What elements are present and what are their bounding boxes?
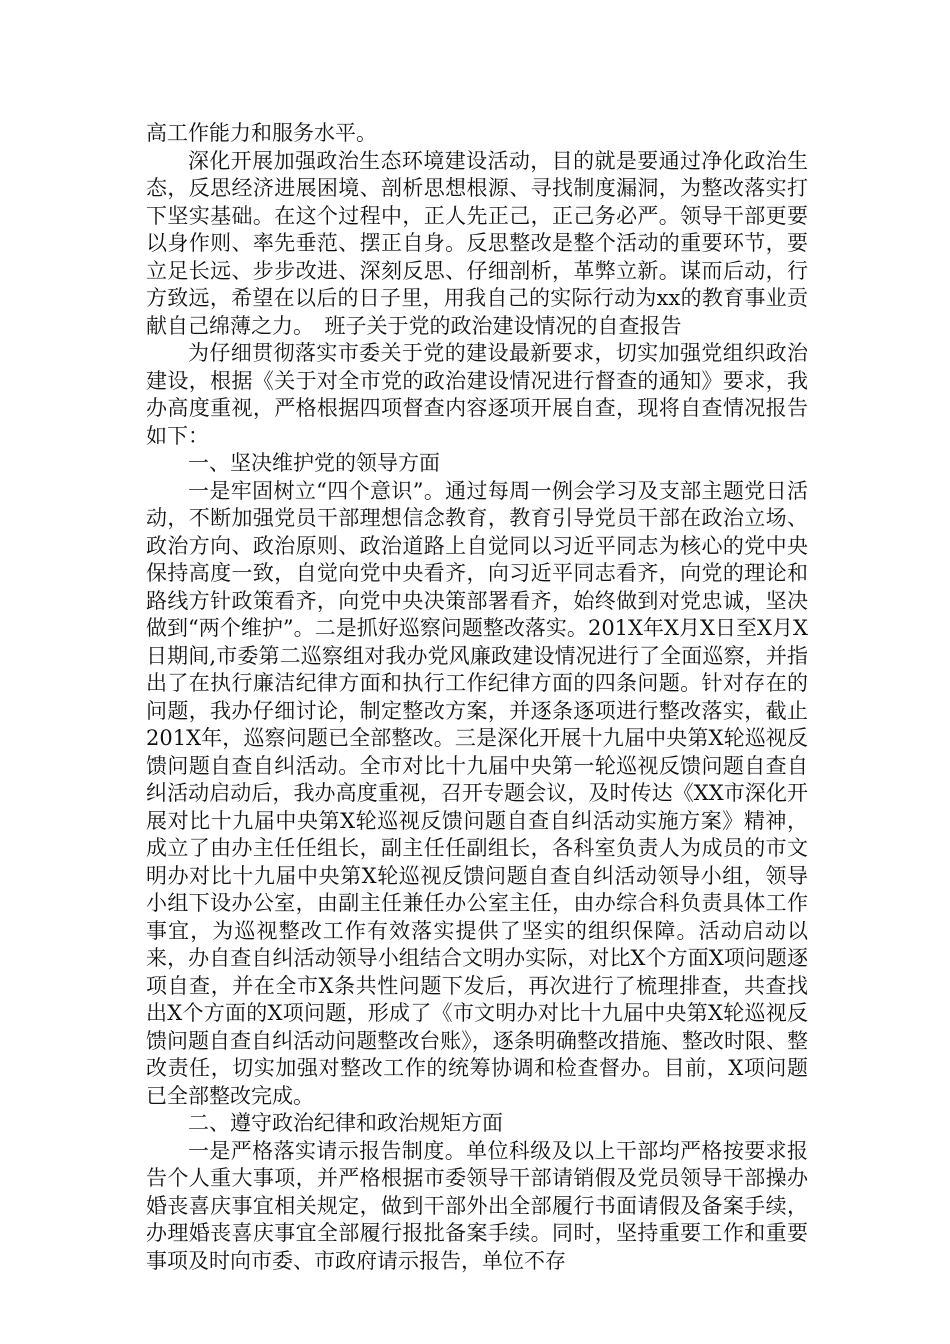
paragraph-section-1-body: 一是牢固树立“四个意识”。通过每周一例会学习及支部主题党日活动，不断加强党员干部理想信念教育，教育引导党员干部在政治立场、政治方向、政治原则、政治道路上自觉同以习近平同志为核心的党中央保持高度一致，自觉向党中央看齐，向习近平同志看齐，向党的理论和路线方针政策看齐，向党中央决策部署看齐，始终做到对党忠诚，坚决做到“两个维护”。二是抓好巡察问题整改落实。201X年X月X日至X月X日期间,市委第二巡察组对我办党风廉政建设情况进行了全面巡察，并指出了在执行廉洁纪律方面和执行工作纪律方面的四条问题。针对存在的问题，我办仔细讨论，制定整改方案，并逐条逐项进行整改落实，截止201X年，巡察问题已全部整改。三是深化开展十九届中央第X轮巡视反馈问题自查自纠活动。全市对比十九届中央第一轮巡视反馈问题自查自纠活动启动后，我办高度重视，召开专题会议，及时传达《XX市深化开展对比十九届中央第X轮巡视反馈问题自查自纠活动实施方案》精神，成立了由办主任任组长，副主任任副组长，各科室负责人为成员的市文明办对比十九届中央第X轮巡视反馈问题自查自纠活动领导小组，领导小组下设办公室，由副主任兼任办公室主任，由办综合科负责具体工作事宜，为巡视整改工作有效落实提供了坚实的组织保障。活动启动以来，办自查自纠活动领导小组结合文明办实际，对比X个方面X项问题逐项自查，并在全市X条共性问题下发后，再次进行了梳理排查，共查找出X个方面的X项问题，形成了《市文明办对比十九届中央第X轮巡视反馈问题自查自纠活动问题整改台账》，逐条明确整改措施、整改时限、整改责任，切实加强对整改工作的统筹协调和检查督办。目前，X项问题已全部整改完成。 <box>146 478 808 1108</box>
section-heading-2: 二、遵守政治纪律和政治规矩方面 <box>188 1111 503 1135</box>
document-page <box>146 120 808 1275</box>
paragraph-report-intro: 为仔细贯彻落实市委关于党的建设最新要求，切实加强党组织政治建设，根据《关于对全市党的政治建设情况进行督查的通知》要求，我办高度重视，严格根据四项督查内容逐项开展自查，现将自查情况报告如下： <box>146 341 808 448</box>
paragraph-political-ecology: 深化开展加强政治生态环境建设活动，目的就是要通过净化政治生态，反思经济进展困境、剖析思想根源、寻找制度漏洞，为整改落实打下坚实基础。在这个过程中，正人先正己，正己务必严。领导干部更要以身作则、率先垂范、摆正自身。反思整改是整个活动的重要环节，要立足长远、步步改进、深刻反思、仔细剖析，革弊立新。谋而后动，行方致远，希望在以后的日子里，用我自己的实际行动为xx的教育事业贡献自己绵薄之力。 班子关于党的政治建设情况的自查报告 <box>146 148 808 338</box>
paragraph-continuation: 高工作能力和服务水平。 <box>146 121 377 145</box>
paragraph-section-2-body: 一是严格落实请示报告制度。单位科级及以上干部均严格按要求报告个人重大事项，并严格根据市委领导干部请销假及党员领导干部操办婚丧喜庆事宜相关规定，做到干部外出全部履行书面请假及备案手续，办理婚丧喜庆事宜全部履行报批备案手续。同时，坚持重要工作和重要事项及时向市委、市政府请示报告，单位不存 <box>146 1138 808 1273</box>
section-heading-1: 一、坚决维护党的领导方面 <box>188 451 440 475</box>
